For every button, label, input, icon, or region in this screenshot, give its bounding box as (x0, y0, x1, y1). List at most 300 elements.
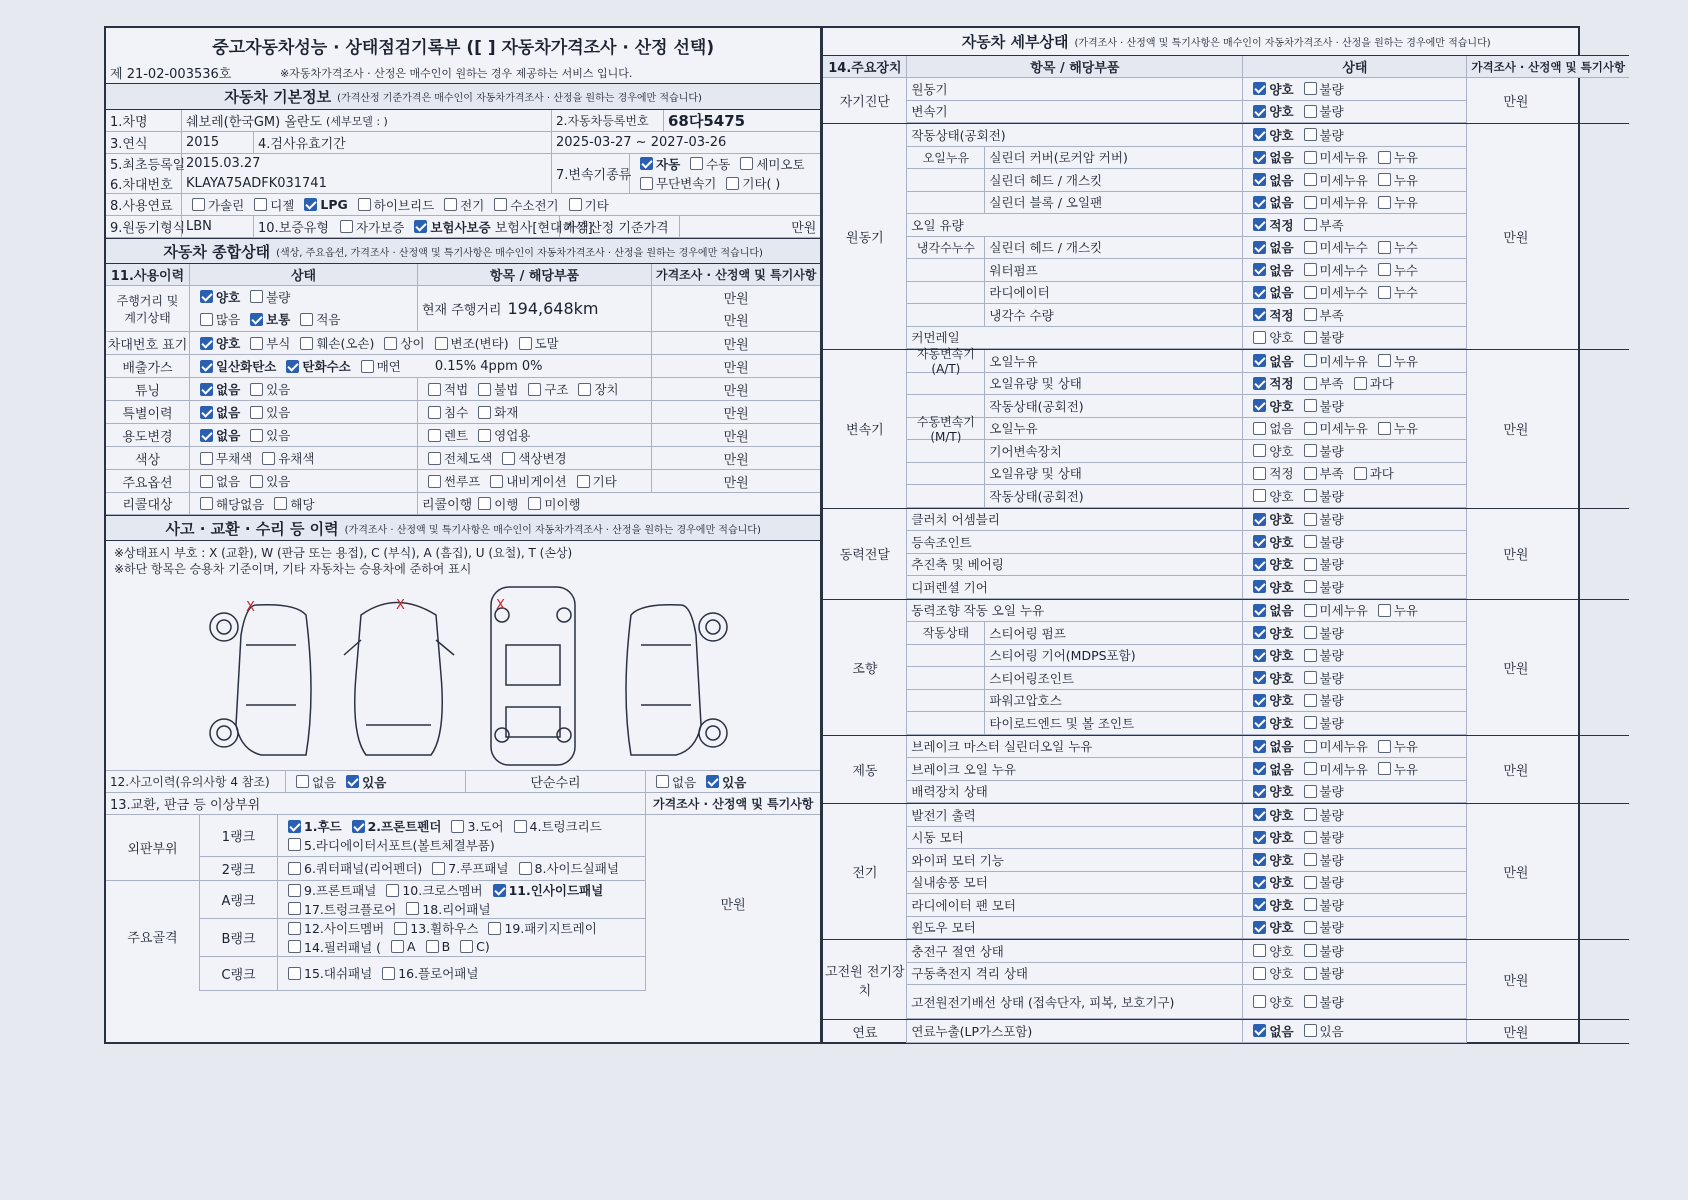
checkbox-option[interactable] (1298, 1022, 1344, 1040)
checkbox-option[interactable] (400, 900, 490, 918)
checked-checkbox[interactable] (1253, 173, 1266, 186)
checkbox-option[interactable] (1247, 464, 1293, 482)
checkbox-option[interactable] (1247, 261, 1293, 279)
checkbox-option[interactable] (1298, 782, 1344, 800)
checked-checkbox[interactable] (1253, 580, 1266, 593)
checkbox[interactable] (250, 337, 263, 350)
checkbox-option[interactable] (1247, 828, 1293, 846)
checkbox[interactable] (1253, 422, 1266, 435)
checkbox-option[interactable] (1247, 806, 1293, 824)
checkbox[interactable] (577, 475, 590, 488)
checkbox-option[interactable] (1247, 555, 1293, 573)
checked-checkbox[interactable] (1253, 354, 1266, 367)
checkbox-option[interactable] (194, 495, 264, 513)
checked-checkbox[interactable] (1253, 649, 1266, 662)
checkbox-option[interactable] (282, 938, 381, 956)
checkbox-option[interactable] (445, 817, 503, 835)
checkbox-option[interactable] (484, 472, 566, 490)
checkbox[interactable] (1253, 331, 1266, 344)
checked-checkbox[interactable] (1253, 853, 1266, 866)
checkbox[interactable] (1304, 694, 1317, 707)
checked-checkbox[interactable] (1253, 399, 1266, 412)
checkbox-option[interactable] (1298, 578, 1344, 596)
checkbox-option[interactable] (334, 218, 404, 236)
checkbox-option[interactable] (1247, 737, 1293, 755)
checked-checkbox[interactable] (200, 429, 213, 442)
checkbox-option[interactable] (508, 817, 602, 835)
checkbox-option[interactable] (1247, 782, 1293, 800)
checkbox[interactable] (250, 429, 263, 442)
checkbox[interactable] (288, 862, 301, 875)
checkbox-option[interactable] (1247, 419, 1293, 437)
checkbox[interactable] (1378, 762, 1391, 775)
checkbox[interactable] (1253, 467, 1266, 480)
checkbox-option[interactable] (634, 174, 716, 192)
checked-checkbox[interactable] (1253, 241, 1266, 254)
checkbox-option[interactable] (355, 357, 401, 375)
checkbox-option[interactable] (420, 939, 451, 954)
checked-checkbox[interactable] (200, 337, 213, 350)
checkbox-option[interactable] (388, 919, 478, 937)
checked-checkbox[interactable] (1253, 626, 1266, 639)
checked-checkbox[interactable] (200, 383, 213, 396)
checkbox[interactable] (1304, 196, 1317, 209)
checkbox[interactable] (1304, 218, 1317, 231)
checkbox-option[interactable] (1348, 464, 1394, 482)
checkbox[interactable] (528, 383, 541, 396)
checkbox-option[interactable] (1247, 851, 1293, 869)
checkbox-option[interactable] (244, 288, 290, 306)
checkbox-option[interactable] (1298, 964, 1344, 982)
checkbox[interactable] (386, 884, 399, 897)
checkbox[interactable] (1378, 422, 1391, 435)
checkbox[interactable] (1253, 489, 1266, 502)
checkbox-option[interactable] (1247, 328, 1293, 346)
checkbox[interactable] (1304, 740, 1317, 753)
checkbox-option[interactable] (1372, 238, 1418, 256)
checkbox-option[interactable] (454, 939, 490, 954)
checkbox-option[interactable] (194, 310, 240, 328)
checkbox[interactable] (1304, 967, 1317, 980)
checkbox-option[interactable] (650, 773, 696, 791)
checkbox-option[interactable] (488, 196, 558, 214)
checkbox[interactable] (358, 198, 371, 211)
checkbox[interactable] (1253, 944, 1266, 957)
checkbox-option[interactable] (282, 836, 495, 854)
checkbox-option[interactable] (280, 357, 350, 375)
checkbox[interactable] (300, 313, 313, 326)
checked-checkbox[interactable] (640, 157, 653, 170)
checkbox-option[interactable] (376, 964, 478, 982)
checkbox[interactable] (1304, 626, 1317, 639)
checkbox-option[interactable] (1372, 419, 1418, 437)
checkbox-option[interactable] (1247, 964, 1293, 982)
checkbox[interactable] (250, 475, 263, 488)
checkbox[interactable] (1304, 173, 1317, 186)
checked-checkbox[interactable] (1253, 128, 1266, 141)
checkbox-option[interactable] (1298, 918, 1344, 936)
checkbox[interactable] (406, 902, 419, 915)
checkbox-option[interactable] (1247, 126, 1293, 144)
checkbox-option[interactable] (1247, 918, 1293, 936)
checkbox-option[interactable] (268, 495, 314, 513)
checkbox[interactable] (1304, 716, 1317, 729)
checkbox[interactable] (1304, 82, 1317, 95)
checkbox-option[interactable] (1372, 737, 1418, 755)
checkbox[interactable] (300, 337, 313, 350)
checkbox-option[interactable] (1298, 896, 1344, 914)
checkbox-option[interactable] (1298, 328, 1344, 346)
checkbox-option[interactable] (385, 939, 416, 954)
checkbox-option[interactable] (1247, 691, 1293, 709)
checkbox[interactable] (578, 383, 591, 396)
checkbox-option[interactable] (563, 196, 609, 214)
checkbox[interactable] (1304, 876, 1317, 889)
checkbox-option[interactable] (1298, 442, 1344, 460)
checkbox[interactable] (426, 940, 439, 953)
checked-checkbox[interactable] (1253, 785, 1266, 798)
checkbox-option[interactable] (194, 403, 240, 421)
checkbox-option[interactable] (282, 900, 396, 918)
checked-checkbox[interactable] (1253, 921, 1266, 934)
checkbox[interactable] (1253, 995, 1266, 1008)
checkbox-option[interactable] (1298, 646, 1344, 664)
checkbox-option[interactable] (429, 334, 509, 352)
checkbox-option[interactable] (1298, 714, 1344, 732)
checkbox-option[interactable] (1247, 80, 1293, 98)
checkbox-option[interactable] (1247, 102, 1293, 120)
checkbox[interactable] (1304, 808, 1317, 821)
checkbox-option[interactable] (1247, 374, 1293, 392)
checkbox-option[interactable] (282, 817, 342, 835)
checkbox-option[interactable] (1247, 1022, 1293, 1040)
checked-checkbox[interactable] (1253, 218, 1266, 231)
checkbox[interactable] (1304, 944, 1317, 957)
checkbox-option[interactable] (1247, 669, 1293, 687)
checkbox-option[interactable] (244, 472, 290, 490)
checkbox-option[interactable] (1298, 737, 1368, 755)
checkbox-option[interactable] (1247, 352, 1293, 370)
checkbox-option[interactable] (472, 495, 518, 513)
checkbox-option[interactable] (378, 334, 424, 352)
checkbox-option[interactable] (1298, 624, 1344, 642)
checkbox-option[interactable] (571, 472, 617, 490)
checkbox-option[interactable] (572, 380, 618, 398)
checked-checkbox[interactable] (352, 820, 365, 833)
checkbox[interactable] (1304, 241, 1317, 254)
checkbox[interactable] (1253, 444, 1266, 457)
checked-checkbox[interactable] (1253, 876, 1266, 889)
checkbox-option[interactable] (1298, 126, 1344, 144)
checkbox[interactable] (274, 497, 287, 510)
checkbox-option[interactable] (1247, 873, 1293, 891)
checked-checkbox[interactable] (1253, 604, 1266, 617)
checkbox[interactable] (1304, 444, 1317, 457)
checkbox[interactable] (494, 198, 507, 211)
checkbox-option[interactable] (1247, 578, 1293, 596)
checkbox[interactable] (394, 922, 407, 935)
checkbox-option[interactable] (513, 334, 559, 352)
checkbox-option[interactable] (1298, 669, 1344, 687)
checkbox-option[interactable] (1247, 216, 1293, 234)
checkbox-option[interactable] (256, 449, 314, 467)
checkbox[interactable] (1304, 558, 1317, 571)
checkbox[interactable] (192, 198, 205, 211)
checkbox[interactable] (200, 452, 213, 465)
checkbox-option[interactable] (422, 472, 480, 490)
checkbox[interactable] (1304, 831, 1317, 844)
checkbox[interactable] (1304, 785, 1317, 798)
checkbox-option[interactable] (438, 196, 484, 214)
checkbox-option[interactable] (1247, 714, 1293, 732)
checkbox-option[interactable] (1298, 238, 1368, 256)
checkbox-option[interactable] (290, 773, 336, 791)
checkbox-option[interactable] (1298, 464, 1344, 482)
checkbox-option[interactable] (1247, 487, 1293, 505)
checked-checkbox[interactable] (288, 820, 301, 833)
checkbox[interactable] (528, 497, 541, 510)
checked-checkbox[interactable] (414, 220, 427, 233)
checkbox-option[interactable] (513, 859, 619, 877)
checkbox-option[interactable] (1247, 646, 1293, 664)
checkbox[interactable] (1304, 671, 1317, 684)
checkbox-option[interactable] (1298, 80, 1344, 98)
checkbox[interactable] (1304, 422, 1317, 435)
checkbox[interactable] (740, 157, 753, 170)
checkbox[interactable] (250, 383, 263, 396)
checkbox-option[interactable] (1247, 533, 1293, 551)
checked-checkbox[interactable] (1253, 808, 1266, 821)
checkbox-option[interactable] (522, 380, 568, 398)
checkbox[interactable] (726, 177, 739, 190)
checkbox[interactable] (428, 475, 441, 488)
checkbox[interactable] (340, 220, 353, 233)
checkbox[interactable] (451, 820, 464, 833)
checkbox-option[interactable] (1298, 510, 1344, 528)
checkbox-option[interactable] (1298, 993, 1344, 1011)
checkbox-option[interactable] (720, 174, 780, 192)
checkbox-option[interactable] (1298, 102, 1344, 120)
checkbox[interactable] (514, 820, 527, 833)
checkbox-option[interactable] (1247, 306, 1293, 324)
checkbox-option[interactable] (1372, 283, 1418, 301)
checkbox-option[interactable] (1372, 261, 1418, 279)
checked-checkbox[interactable] (1253, 263, 1266, 276)
checkbox[interactable] (1378, 241, 1391, 254)
checkbox[interactable] (262, 452, 275, 465)
checkbox-option[interactable] (1247, 397, 1293, 415)
checkbox-option[interactable] (1247, 193, 1293, 211)
checkbox[interactable] (478, 497, 491, 510)
checkbox[interactable] (1304, 354, 1317, 367)
checkbox-option[interactable] (1298, 148, 1368, 166)
checkbox-option[interactable] (1298, 760, 1368, 778)
checkbox[interactable] (432, 862, 445, 875)
checkbox[interactable] (288, 922, 301, 935)
checkbox-option[interactable] (1298, 828, 1344, 846)
checkbox-option[interactable] (194, 472, 240, 490)
checkbox-option[interactable] (734, 155, 804, 173)
checkbox-option[interactable] (1298, 851, 1344, 869)
checkbox-option[interactable] (1247, 510, 1293, 528)
checked-checkbox[interactable] (200, 290, 213, 303)
checkbox-option[interactable] (1298, 806, 1344, 824)
checked-checkbox[interactable] (493, 884, 506, 897)
checkbox-option[interactable] (1247, 942, 1293, 960)
checkbox-option[interactable] (340, 773, 386, 791)
checkbox-option[interactable] (298, 197, 347, 212)
checkbox-option[interactable] (1247, 601, 1293, 619)
checkbox-option[interactable] (282, 964, 372, 982)
checkbox[interactable] (1304, 399, 1317, 412)
checkbox-option[interactable] (346, 817, 442, 835)
checkbox-option[interactable] (684, 155, 730, 173)
checked-checkbox[interactable] (1253, 82, 1266, 95)
checkbox[interactable] (1304, 921, 1317, 934)
checkbox[interactable] (1304, 898, 1317, 911)
checked-checkbox[interactable] (1253, 558, 1266, 571)
checkbox-option[interactable] (1247, 993, 1293, 1011)
checkbox[interactable] (200, 475, 213, 488)
checkbox[interactable] (478, 429, 491, 442)
checked-checkbox[interactable] (286, 360, 299, 373)
checkbox-option[interactable] (1298, 306, 1344, 324)
checkbox[interactable] (1304, 151, 1317, 164)
checked-checkbox[interactable] (1253, 535, 1266, 548)
checkbox-option[interactable] (186, 196, 244, 214)
checkbox-option[interactable] (1247, 171, 1293, 189)
checked-checkbox[interactable] (1253, 286, 1266, 299)
checked-checkbox[interactable] (1253, 694, 1266, 707)
checkbox-option[interactable] (422, 426, 468, 444)
checkbox-option[interactable] (422, 449, 492, 467)
checkbox[interactable] (391, 940, 404, 953)
checkbox-option[interactable] (352, 196, 434, 214)
checkbox-option[interactable] (244, 334, 290, 352)
checkbox-option[interactable] (482, 919, 596, 937)
checkbox[interactable] (1304, 286, 1317, 299)
checkbox-option[interactable] (422, 380, 468, 398)
checkbox-option[interactable] (1298, 397, 1344, 415)
checkbox-option[interactable] (1298, 193, 1368, 211)
checked-checkbox[interactable] (346, 775, 359, 788)
checkbox-option[interactable] (282, 919, 384, 937)
checkbox[interactable] (1304, 128, 1317, 141)
checkbox-option[interactable] (1372, 760, 1418, 778)
checkbox[interactable] (1304, 535, 1317, 548)
checked-checkbox[interactable] (1253, 716, 1266, 729)
checkbox[interactable] (1378, 196, 1391, 209)
checkbox-option[interactable] (1298, 942, 1344, 960)
checkbox-option[interactable] (194, 426, 240, 444)
checkbox[interactable] (690, 157, 703, 170)
checked-checkbox[interactable] (1253, 831, 1266, 844)
checkbox[interactable] (444, 198, 457, 211)
checkbox[interactable] (361, 360, 374, 373)
checkbox-option[interactable] (294, 310, 340, 328)
checkbox-option[interactable] (472, 403, 518, 421)
checked-checkbox[interactable] (1253, 105, 1266, 118)
checkbox-option[interactable] (194, 449, 252, 467)
checkbox-option[interactable] (194, 288, 240, 306)
checked-checkbox[interactable] (1253, 1024, 1266, 1037)
checked-checkbox[interactable] (1253, 196, 1266, 209)
checkbox-option[interactable] (1298, 352, 1368, 370)
checkbox[interactable] (254, 198, 267, 211)
checkbox[interactable] (296, 775, 309, 788)
checkbox-option[interactable] (1298, 555, 1344, 573)
checkbox[interactable] (1304, 377, 1317, 390)
checkbox-option[interactable] (1298, 374, 1344, 392)
checked-checkbox[interactable] (304, 198, 317, 211)
checkbox-option[interactable] (1247, 238, 1293, 256)
checked-checkbox[interactable] (1253, 740, 1266, 753)
checkbox[interactable] (288, 884, 301, 897)
checkbox-option[interactable] (496, 449, 566, 467)
checkbox[interactable] (288, 902, 301, 915)
checked-checkbox[interactable] (1253, 377, 1266, 390)
checkbox-option[interactable] (1372, 193, 1418, 211)
checkbox[interactable] (1378, 151, 1391, 164)
checkbox[interactable] (569, 198, 582, 211)
checkbox-option[interactable] (1298, 487, 1344, 505)
checkbox[interactable] (382, 967, 395, 980)
checkbox[interactable] (200, 313, 213, 326)
checkbox[interactable] (435, 337, 448, 350)
checkbox[interactable] (1378, 263, 1391, 276)
checkbox[interactable] (656, 775, 669, 788)
checkbox-option[interactable] (194, 380, 240, 398)
checked-checkbox[interactable] (1253, 308, 1266, 321)
checkbox[interactable] (1378, 286, 1391, 299)
checked-checkbox[interactable] (1253, 513, 1266, 526)
checkbox-option[interactable] (380, 881, 482, 899)
checkbox[interactable] (1304, 995, 1317, 1008)
checkbox-option[interactable] (194, 334, 240, 352)
checkbox-option[interactable] (194, 357, 276, 375)
checkbox-option[interactable] (1298, 419, 1368, 437)
checkbox[interactable] (288, 940, 301, 953)
checkbox[interactable] (1354, 377, 1367, 390)
checked-checkbox[interactable] (200, 406, 213, 419)
checked-checkbox[interactable] (200, 360, 213, 373)
checkbox-option[interactable] (1298, 283, 1368, 301)
checkbox[interactable] (1304, 105, 1317, 118)
checkbox-option[interactable] (1298, 873, 1344, 891)
checkbox-option[interactable] (1247, 896, 1293, 914)
checkbox-option[interactable] (1372, 601, 1418, 619)
checkbox[interactable] (1378, 604, 1391, 617)
checkbox-option[interactable] (1298, 261, 1368, 279)
checkbox[interactable] (250, 406, 263, 419)
checkbox[interactable] (200, 497, 213, 510)
checkbox-option[interactable] (472, 426, 530, 444)
checkbox[interactable] (1304, 580, 1317, 593)
checkbox[interactable] (384, 337, 397, 350)
checked-checkbox[interactable] (1253, 762, 1266, 775)
checkbox[interactable] (1304, 762, 1317, 775)
checkbox[interactable] (1304, 331, 1317, 344)
checkbox-option[interactable] (248, 196, 294, 214)
checkbox-option[interactable] (426, 859, 508, 877)
checkbox[interactable] (1253, 967, 1266, 980)
checkbox-option[interactable] (472, 380, 518, 398)
checkbox-option[interactable] (1372, 352, 1418, 370)
checked-checkbox[interactable] (250, 313, 263, 326)
checkbox[interactable] (1304, 649, 1317, 662)
checkbox-option[interactable] (1247, 442, 1293, 460)
checkbox[interactable] (1304, 489, 1317, 502)
